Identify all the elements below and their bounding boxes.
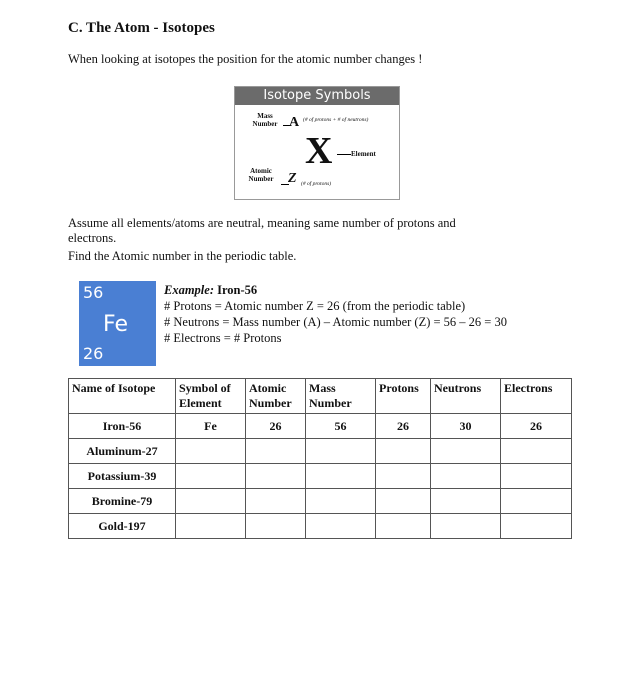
assumption-text bbox=[68, 216, 456, 246]
cell-protons[interactable] bbox=[376, 489, 431, 514]
table-row bbox=[69, 489, 572, 514]
table-header-row bbox=[69, 379, 572, 414]
cell-mass-number[interactable] bbox=[306, 489, 376, 514]
cell-atomic-number[interactable] bbox=[246, 439, 306, 464]
header-name: Name of Isotope bbox=[69, 379, 176, 414]
cell-atomic-number[interactable] bbox=[246, 489, 306, 514]
cell-mass-number[interactable] bbox=[306, 439, 376, 464]
isotope-diagram-title: Isotope Symbols bbox=[235, 87, 399, 105]
header-mass-line1: Mass bbox=[309, 381, 336, 395]
atomic-symbol: Z bbox=[288, 171, 297, 186]
cell-electrons[interactable] bbox=[501, 514, 572, 539]
find-instruction: Find the Atomic number in the periodic table. bbox=[68, 249, 297, 263]
cell-mass-number[interactable]: 56 bbox=[306, 414, 376, 439]
cell-atomic-number[interactable] bbox=[246, 464, 306, 489]
element-symbol: X bbox=[305, 130, 333, 172]
example-line-neutrons: # Neutrons = Mass number (A) – Atomic number (Z) = 56 – 26 = 30 bbox=[164, 315, 507, 329]
mass-label-line2: Number bbox=[252, 120, 278, 128]
table-row bbox=[69, 414, 572, 439]
assumption-line1: Assume all elements/atoms are neutral, meaning same number of protons and bbox=[68, 216, 456, 230]
cell-protons[interactable] bbox=[376, 514, 431, 539]
cell-atomic-number[interactable] bbox=[246, 514, 306, 539]
tile-bottom-number: 26 bbox=[83, 344, 104, 363]
example-block bbox=[164, 282, 507, 346]
cell-neutrons[interactable] bbox=[431, 464, 501, 489]
header-symbol-line1: Symbol of bbox=[179, 381, 231, 395]
example-line-protons: # Protons = Atomic number Z = 26 (from the periodic table) bbox=[164, 299, 466, 313]
atomic-number-label bbox=[239, 167, 283, 183]
element-tile-fe bbox=[79, 281, 156, 366]
mass-note: (# of protons + # of neutrons) bbox=[303, 117, 369, 123]
cell-symbol[interactable] bbox=[176, 489, 246, 514]
mass-symbol: A bbox=[289, 115, 300, 130]
isotope-symbol-diagram bbox=[234, 86, 400, 200]
cell-electrons[interactable] bbox=[501, 489, 572, 514]
header-atomic bbox=[246, 379, 306, 414]
cell-symbol[interactable] bbox=[176, 514, 246, 539]
table-row bbox=[69, 464, 572, 489]
intro-text: When looking at isotopes the position for the atomic number changes ! bbox=[68, 52, 423, 66]
header-symbol bbox=[176, 379, 246, 414]
cell-isotope-name: Iron-56 bbox=[69, 414, 176, 439]
header-atomic-line2: Number bbox=[249, 396, 292, 410]
cell-symbol[interactable]: Fe bbox=[176, 414, 246, 439]
cell-isotope-name: Bromine-79 bbox=[69, 489, 176, 514]
table-row bbox=[69, 439, 572, 464]
atomic-label-line1: Atomic bbox=[250, 167, 272, 175]
example-title: Example: Iron-56 bbox=[164, 283, 258, 297]
example-line-electrons: # Electrons = # Protons bbox=[164, 331, 282, 345]
cell-neutrons[interactable]: 30 bbox=[431, 414, 501, 439]
tile-symbol: Fe bbox=[103, 312, 128, 337]
cell-mass-number[interactable] bbox=[306, 464, 376, 489]
header-atomic-line1: Atomic bbox=[249, 381, 287, 395]
header-electrons: Electrons bbox=[501, 379, 572, 414]
assumption-line2: electrons. bbox=[68, 231, 117, 245]
element-pointer-line bbox=[337, 154, 351, 155]
cell-atomic-number[interactable]: 26 bbox=[246, 414, 306, 439]
mass-number-label bbox=[243, 112, 287, 128]
mass-label-line1: Mass bbox=[257, 112, 273, 120]
tile-top-number: 56 bbox=[83, 283, 104, 302]
isotope-table bbox=[68, 378, 572, 539]
cell-protons[interactable]: 26 bbox=[376, 414, 431, 439]
cell-symbol[interactable] bbox=[176, 464, 246, 489]
atomic-note: (# of protons) bbox=[301, 181, 332, 187]
cell-isotope-name: Aluminum-27 bbox=[69, 439, 176, 464]
header-protons: Protons bbox=[376, 379, 431, 414]
atomic-label-line2: Number bbox=[248, 175, 274, 183]
cell-electrons[interactable]: 26 bbox=[501, 414, 572, 439]
cell-neutrons[interactable] bbox=[431, 439, 501, 464]
table-row bbox=[69, 514, 572, 539]
cell-mass-number[interactable] bbox=[306, 514, 376, 539]
cell-electrons[interactable] bbox=[501, 439, 572, 464]
page-title: C. The Atom - Isotopes bbox=[68, 20, 215, 36]
cell-neutrons[interactable] bbox=[431, 489, 501, 514]
header-symbol-line2: Element bbox=[179, 396, 222, 410]
header-mass-line2: Number bbox=[309, 396, 352, 410]
cell-protons[interactable] bbox=[376, 439, 431, 464]
cell-neutrons[interactable] bbox=[431, 514, 501, 539]
header-mass bbox=[306, 379, 376, 414]
element-label: Element bbox=[351, 150, 376, 158]
cell-isotope-name: Potassium-39 bbox=[69, 464, 176, 489]
cell-electrons[interactable] bbox=[501, 464, 572, 489]
header-neutrons: Neutrons bbox=[431, 379, 501, 414]
cell-symbol[interactable] bbox=[176, 439, 246, 464]
cell-protons[interactable] bbox=[376, 464, 431, 489]
cell-isotope-name: Gold-197 bbox=[69, 514, 176, 539]
